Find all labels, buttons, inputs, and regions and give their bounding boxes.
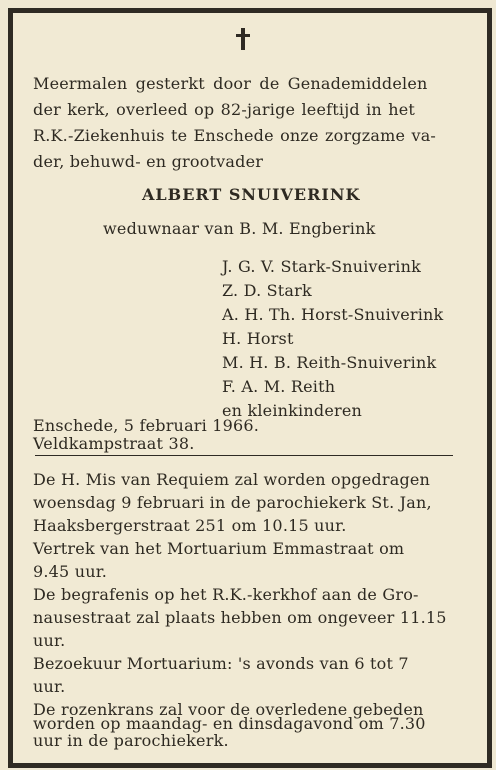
family-member: J. G. V. Stark-Snuiverink — [222, 257, 422, 276]
widower-line: weduwnaar van B. M. Engberink — [103, 219, 376, 238]
deceased-name: ALBERT SNUIVERINK — [142, 185, 361, 204]
details-line: uur. — [33, 677, 66, 696]
intro-line-1: Meermalen gesterkt door de Genademiddelen — [33, 74, 428, 93]
intro-line-3: R.K.-Ziekenhuis te Enschede onze zorgzame va- — [33, 126, 437, 145]
intro-line-2: der kerk, overleed op 82-jarige leeftijd in het — [33, 100, 416, 119]
details-line: woensdag 9 februari in de parochiekerk St. Jan, — [33, 493, 432, 512]
address: Veldkampstraat 38. — [33, 434, 195, 453]
details-line: De H. Mis van Requiem zal worden opgedragen — [33, 470, 431, 489]
family-member: M. H. B. Reith-Snuiverink — [222, 353, 437, 372]
details-line: Haaksbergerstraat 251 om 10.15 uur. — [33, 516, 347, 535]
cross-icon — [236, 28, 250, 50]
details-line: De begrafenis op het R.K.-kerkhof aan de Gro- — [33, 585, 419, 604]
details-line: uur in de parochiekerk. — [33, 731, 229, 750]
family-member: Z. D. Stark — [222, 281, 312, 300]
family-member: H. Horst — [222, 329, 294, 348]
family-member: A. H. Th. Horst-Snuiverink — [222, 305, 444, 324]
grandchildren-line: en kleinkinderen — [222, 401, 363, 420]
details-line: Vertrek van het Mortuarium Emmastraat om — [33, 539, 405, 558]
details-line: uur. — [33, 631, 66, 650]
details-line: nausestraat zal plaats hebben om ongeveer 11.15 — [33, 608, 447, 627]
details-line: 9.45 uur. — [33, 562, 108, 581]
intro-line-4: der, behuwd- en grootvader — [33, 152, 264, 171]
details-line: Bezoekuur Mortuarium: 's avonds van 6 tot 7 — [33, 654, 409, 673]
separator-line — [35, 455, 453, 456]
family-member: F. A. M. Reith — [222, 377, 336, 396]
place-date: Enschede, 5 februari 1966. — [33, 416, 260, 435]
details-line: De rozenkrans zal voor de overledene gebeden — [33, 700, 424, 719]
details-line: worden op maandag- en dinsdagavond om 7.30 — [33, 714, 426, 733]
